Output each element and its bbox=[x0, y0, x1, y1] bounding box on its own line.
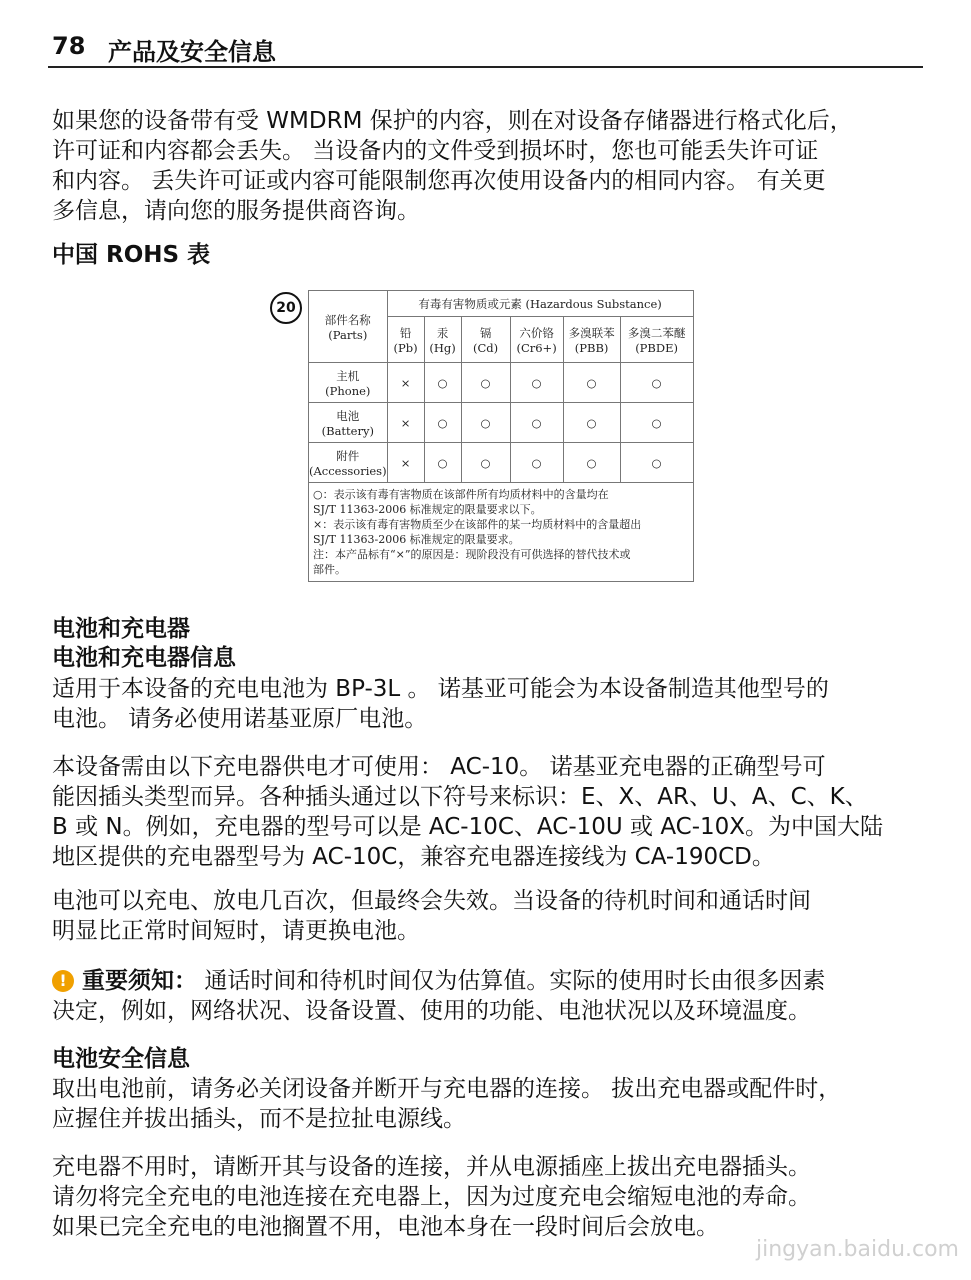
note-line: 注：本产品标有“×”的原因是：现阶段没有可供选择的替代技术或 bbox=[313, 548, 631, 561]
row-cn: 电池 bbox=[336, 408, 360, 423]
text-line: 充电器不用时，请断开其与设备的连接，并从电源插座上拔出充电器插头。 bbox=[52, 1154, 811, 1180]
environment-period-badge: 20 bbox=[270, 292, 302, 324]
table-cell: ○ bbox=[461, 443, 510, 483]
page-title: 产品及安全信息 bbox=[108, 38, 276, 66]
text-line: 许可证和内容都会丢失。 当设备内的文件受到损坏时，您也可能丢失许可证 bbox=[52, 138, 819, 164]
row-header bbox=[309, 443, 388, 483]
table-cell: ○ bbox=[563, 403, 620, 443]
table-row bbox=[309, 443, 694, 483]
table-cell: ○ bbox=[510, 403, 563, 443]
text-line: 请勿将完全充电的电池连接在充电器上，因为过度充电会缩短电池的寿命。 bbox=[52, 1184, 811, 1210]
table-cell: × bbox=[387, 443, 424, 483]
column-en: (PBDE) bbox=[635, 340, 678, 355]
text-line: 决定，例如，网络状况、设备设置、使用的功能、电池状况以及环境温度。 bbox=[52, 998, 811, 1024]
column-en: (Pb) bbox=[393, 340, 418, 355]
important-text: 通话时间和待机时间仅为估算值。实际的使用时长由很多因素 bbox=[204, 968, 826, 994]
table-cell: ○ bbox=[424, 443, 461, 483]
table-cell: ○ bbox=[424, 403, 461, 443]
page-number: 78 bbox=[52, 32, 86, 60]
row-en: (Accessories) bbox=[309, 463, 387, 478]
column-header bbox=[510, 317, 563, 363]
table-cell: ○ bbox=[510, 363, 563, 403]
column-cn: 汞 bbox=[436, 325, 449, 340]
battery-paragraph-3 bbox=[52, 886, 922, 946]
text-line: 应握住并拔出插头，而不是拉扯电源线。 bbox=[52, 1106, 466, 1132]
column-header bbox=[461, 317, 510, 363]
table-cell: ○ bbox=[510, 443, 563, 483]
table-cell: ○ bbox=[563, 363, 620, 403]
table-row bbox=[309, 363, 694, 403]
intro-paragraph bbox=[52, 106, 922, 226]
text-line: 明显比正常时间短时，请更换电池。 bbox=[52, 918, 420, 944]
column-cn: 多溴二苯醚 bbox=[627, 325, 686, 340]
text-line: 取出电池前，请务必关闭设备并断开与充电器的连接。 拔出充电器或配件时， bbox=[52, 1076, 842, 1102]
text-line: 能因插头类型而异。各种插头通过以下符号来标识：E、X、AR、U、A、C、K、 bbox=[52, 784, 868, 810]
column-header bbox=[424, 317, 461, 363]
text-line: 电池。 请务必使用诺基亚原厂电池。 bbox=[52, 706, 428, 732]
text-line: 电池可以充电、放电几百次，但最终会失效。当设备的待机时间和通话时间 bbox=[52, 888, 811, 914]
text-line: 和内容。 丢失许可证或内容可能限制您再次使用设备内的相同内容。 有关更 bbox=[52, 168, 826, 194]
battery-section-heading: 电池和充电器 bbox=[52, 616, 190, 642]
table-cell: ○ bbox=[620, 403, 693, 443]
table-cell: ○ bbox=[563, 443, 620, 483]
table-cell: ○ bbox=[461, 403, 510, 443]
parts-header bbox=[309, 291, 388, 363]
note-line: SJ/T 11363-2006 标准规定的限量要求以下。 bbox=[313, 503, 542, 516]
column-en: (Cd) bbox=[473, 340, 499, 355]
warning-icon: ! bbox=[52, 970, 74, 992]
battery-paragraph-4 bbox=[52, 1074, 922, 1134]
text-line: B 或 N。例如，充电器的型号可以是 AC-10C、AC-10U 或 AC-10X。为中国大陆 bbox=[52, 814, 884, 840]
battery-paragraph-1 bbox=[52, 674, 922, 734]
table-cell: ○ bbox=[424, 363, 461, 403]
table-cell: × bbox=[387, 403, 424, 443]
table-cell: ○ bbox=[461, 363, 510, 403]
parts-header-en: (Parts) bbox=[328, 327, 368, 342]
important-notice bbox=[52, 966, 922, 1026]
text-line: 适用于本设备的充电电池为 BP-3L 。 诺基亚可能会为本设备制造其他型号的 bbox=[52, 676, 829, 702]
text-line: 本设备需由以下充电器供电才可使用： AC-10。 诺基亚充电器的正确型号可 bbox=[52, 754, 826, 780]
column-cn: 铅 bbox=[399, 325, 412, 340]
watermark: jingyan.baidu.com bbox=[755, 1237, 959, 1262]
text-line: 地区提供的充电器型号为 AC-10C，兼容充电器连接线为 CA-190CD。 bbox=[52, 844, 775, 870]
rohs-table bbox=[308, 290, 694, 582]
row-en: (Battery) bbox=[321, 423, 374, 438]
battery-safety-heading: 电池安全信息 bbox=[52, 1046, 190, 1072]
parts-header-cn: 部件名称 bbox=[324, 312, 371, 327]
text-line: 多信息，请向您的服务提供商咨询。 bbox=[52, 198, 420, 224]
column-en: (Hg) bbox=[429, 340, 456, 355]
column-en: (PBB) bbox=[574, 340, 609, 355]
table-cell: × bbox=[387, 363, 424, 403]
note-line: ×：表示该有毒有害物质至少在该部件的某一均质材料中的含量超出 bbox=[313, 518, 642, 531]
table-row bbox=[309, 403, 694, 443]
page-header bbox=[48, 30, 923, 68]
text-line: 如果已完全充电的电池搁置不用，电池本身在一段时间后会放电。 bbox=[52, 1214, 719, 1240]
row-cn: 主机 bbox=[336, 368, 360, 383]
column-cn: 多溴联苯 bbox=[568, 325, 615, 340]
note-line: SJ/T 11363-2006 标准规定的限量要求。 bbox=[313, 533, 520, 546]
column-cn: 六价铬 bbox=[519, 325, 554, 340]
note-line: ○：表示该有毒有害物质在该部件所有均质材料中的含量均在 bbox=[313, 488, 609, 501]
substance-header: 有毒有害物质或元素 (Hazardous Substance) bbox=[387, 291, 693, 317]
battery-paragraph-5 bbox=[52, 1152, 922, 1242]
charger-paragraph bbox=[52, 752, 922, 872]
row-cn: 附件 bbox=[336, 448, 360, 463]
rohs-figure bbox=[268, 290, 698, 590]
battery-info-heading: 电池和充电器信息 bbox=[52, 645, 236, 671]
table-cell: ○ bbox=[620, 443, 693, 483]
row-en: (Phone) bbox=[325, 383, 371, 398]
text-line: 如果您的设备带有受 WMDRM 保护的内容，则在对设备存储器进行格式化后， bbox=[52, 108, 853, 134]
column-header bbox=[563, 317, 620, 363]
column-header bbox=[387, 317, 424, 363]
column-cn: 镉 bbox=[479, 325, 492, 340]
column-en: (Cr6+) bbox=[516, 340, 557, 355]
rohs-heading: 中国 ROHS 表 bbox=[52, 242, 211, 268]
note-line: 部件。 bbox=[313, 563, 346, 576]
table-notes bbox=[309, 483, 694, 582]
important-label: 重要须知： bbox=[82, 968, 197, 994]
column-header bbox=[620, 317, 693, 363]
row-header bbox=[309, 403, 388, 443]
table-cell: ○ bbox=[620, 363, 693, 403]
row-header bbox=[309, 363, 388, 403]
